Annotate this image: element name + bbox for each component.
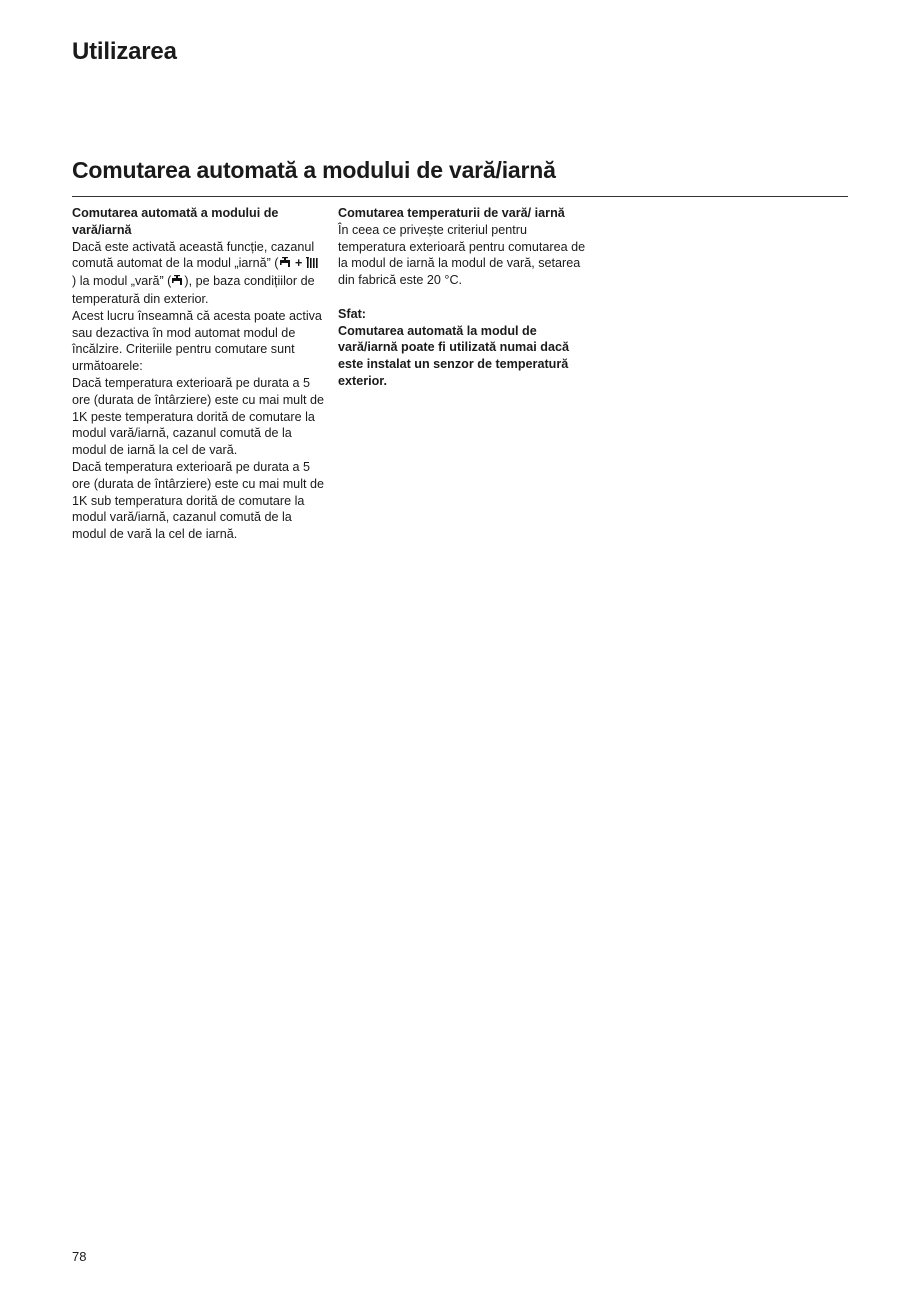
section-title: Comutarea automată a modului de vară/iarnă	[72, 157, 556, 183]
left-paragraph-2: Acest lucru înseamnă că acesta poate activa sau dezactiva în mod automat modul de încălzire. Criteriile pentru comutare sunt următoarele:	[72, 308, 322, 374]
tap-icon	[279, 256, 292, 273]
tip-text: Comutarea automată la modul de vară/iarnă poate fi utilizată numai dacă este instalat un senzor de temperatură exterior.	[338, 323, 569, 388]
section-divider	[72, 196, 848, 197]
middle-column-heading: Comutarea temperaturii de vară/ iarnă	[338, 206, 565, 220]
left-paragraph-3: Dacă temperatura exterioară pe durata a 5 ore (durata de întârziere) este cu mai mult de 1K peste temperatura dorită de comutare la modul vară/iarnă, cazanul comută de la modul de iarnă la cel de vară.	[72, 375, 324, 458]
tip-label: Sfat:	[338, 306, 366, 321]
page-number: 78	[72, 1249, 87, 1264]
left-paragraph-4: Dacă temperatura exterioară pe durata a 5 ore (durata de întârziere) este cu mai mult de 1K sub temperatura dorită de comutare la modul vară/iarnă, cazanul comută de la modul de vară la cel de iarnă.	[72, 459, 324, 542]
column-left	[72, 205, 324, 543]
left-intro-paragraph: Dacă este activată această funcție, cazanul comută automat de la modul „iarnă” ( + ) la modul „vară” ( ), pe baza condițiilor de temperatură din exterior.	[72, 239, 324, 308]
tap-icon	[171, 274, 184, 291]
page-header-title: Utilizarea	[72, 38, 177, 65]
middle-paragraph-1: În ceea ce privește criteriul pentru temperatura exterioară pentru comutarea de la modul de iarnă la modul de vară, setarea din fabrică este 20 °C.	[338, 222, 586, 288]
column-middle	[338, 205, 590, 390]
radiator-icon	[306, 256, 320, 273]
left-column-heading: Comutarea automată a modului de vară/iarnă	[72, 206, 279, 237]
